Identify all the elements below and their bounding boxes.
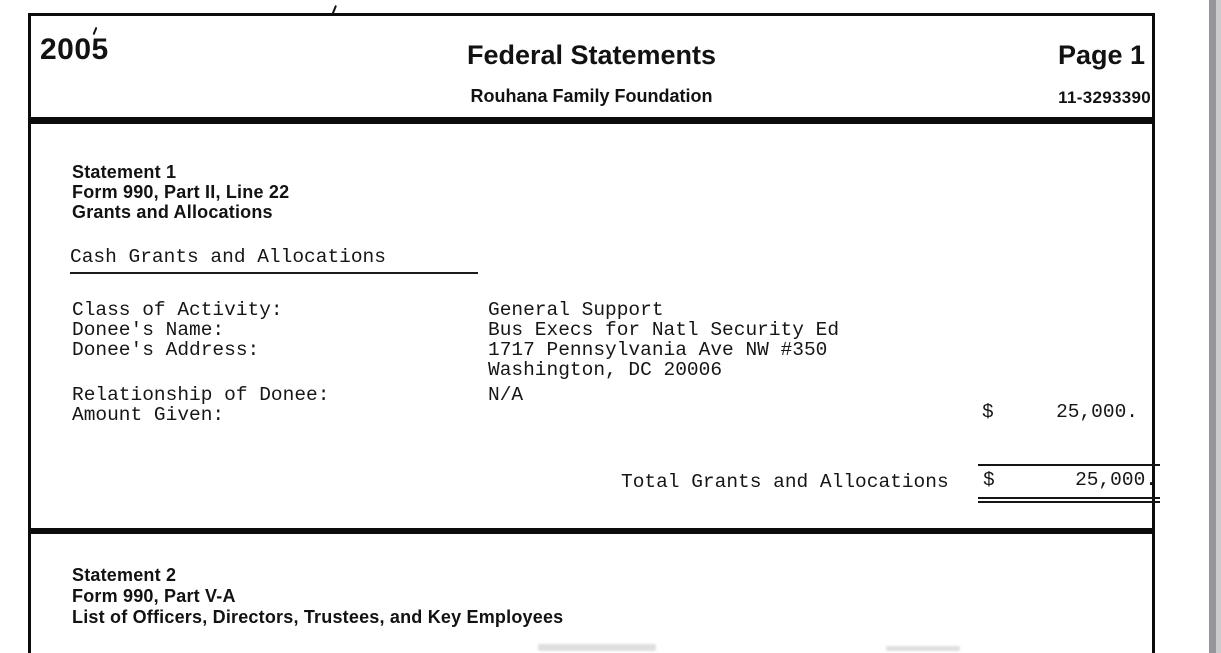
field-label: Donee's Address: bbox=[72, 339, 260, 361]
field-label: Class of Activity: bbox=[72, 299, 283, 321]
currency-symbol: $ bbox=[983, 469, 995, 491]
field-value: Washington, DC 20006 bbox=[488, 359, 723, 381]
field-row bbox=[72, 339, 827, 361]
total-amount-box bbox=[978, 464, 1160, 503]
field-row bbox=[72, 384, 523, 406]
statement2-form-ref: Form 990, Part V-A bbox=[72, 586, 236, 606]
field-row bbox=[72, 299, 664, 321]
field-label: Donee's Name: bbox=[72, 319, 225, 341]
statement2-title: Statement 2 bbox=[72, 565, 177, 585]
tax-year: 2005 bbox=[40, 33, 109, 66]
ein-number: 11-3293390 bbox=[1058, 88, 1151, 107]
scan-artifact-smudge bbox=[886, 646, 960, 651]
section-heading: Cash Grants and Allocations bbox=[70, 246, 478, 274]
document-title: Federal Statements bbox=[466, 40, 717, 70]
statement1-form-ref: Form 990, Part II, Line 22 bbox=[72, 182, 290, 202]
field-value: General Support bbox=[488, 299, 664, 321]
amount-value: 25,000. bbox=[1056, 401, 1138, 423]
organization-name: Rouhana Family Foundation bbox=[470, 86, 713, 106]
currency-symbol: $ bbox=[982, 401, 994, 423]
scrollbar-edge bbox=[1216, 0, 1221, 653]
total-amount-value: 25,000. bbox=[1075, 469, 1157, 491]
field-row bbox=[72, 319, 839, 341]
field-value: 1717 Pennsylvania Ave NW #350 bbox=[488, 339, 828, 361]
statement2-subject: List of Officers, Directors, Trustees, and Key Employees bbox=[72, 607, 564, 627]
scrollbar[interactable] bbox=[1209, 0, 1216, 653]
field-row bbox=[72, 359, 722, 381]
page-number: Page 1 bbox=[1057, 40, 1145, 70]
total-label: Total Grants and Allocations bbox=[621, 471, 949, 493]
field-value: N/A bbox=[488, 384, 524, 406]
statement1-subject: Grants and Allocations bbox=[72, 202, 273, 222]
field-value: Bus Execs for Natl Security Ed bbox=[488, 319, 840, 341]
scan-artifact-smudge bbox=[538, 644, 656, 651]
field-row bbox=[72, 404, 488, 426]
amount-given bbox=[982, 401, 1138, 423]
field-label: Relationship of Donee: bbox=[72, 384, 330, 406]
field-label: Amount Given: bbox=[72, 404, 225, 426]
statement1-title: Statement 1 bbox=[72, 162, 177, 182]
